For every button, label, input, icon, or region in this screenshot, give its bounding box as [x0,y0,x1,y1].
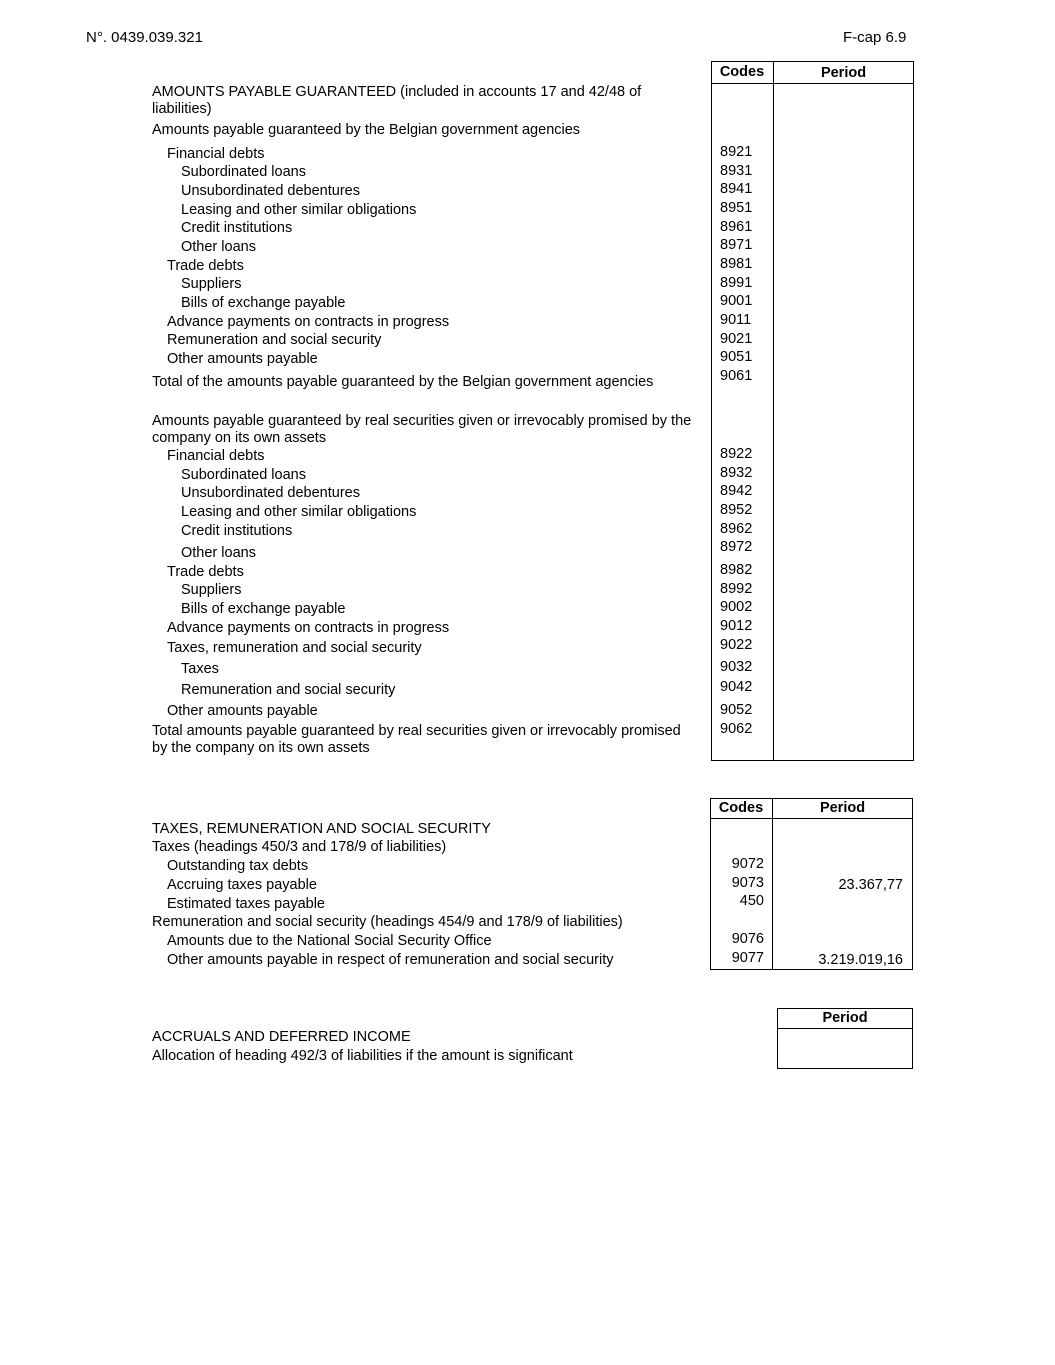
row-code: 9051 [720,349,753,365]
row-label: Outstanding tax debts [167,858,309,874]
row-code: 9072 [731,856,764,872]
row-label: Credit institutions [181,220,293,236]
row-label: Subordinated loans [181,164,306,180]
row-label: Estimated taxes payable [167,896,325,912]
row-label: Financial debts [167,448,265,464]
row-code: 8941 [720,181,753,197]
section1-title: AMOUNTS PAYABLE GUARANTEED (included in accounts 17 and 42/48 of liabilities) [152,84,642,117]
section3-header-divider [777,1028,913,1029]
company-number: N°. 0439.039.321 [86,29,203,46]
row-label: Suppliers [181,276,242,292]
row-code: 9002 [720,599,753,615]
row-label: Unsubordinated debentures [181,485,360,501]
row-label: Taxes, remuneration and social security [167,640,422,656]
row-label: Trade debts [167,564,244,580]
row-code: 8972 [720,539,753,555]
row-label: Subordinated loans [181,467,306,483]
row-label: Other loans [181,239,256,255]
row-label: Leasing and other similar obligations [181,202,417,218]
row-code: 8931 [720,163,753,179]
section3-period-header: Period [822,1010,868,1026]
row-code: 9021 [720,331,753,347]
row-code: 8981 [720,256,753,272]
row-code: 8971 [720,237,753,253]
row-code: 8942 [720,483,753,499]
group1-heading: Amounts payable guaranteed by the Belgian government agencies [152,122,581,138]
row-label: Bills of exchange payable [181,601,346,617]
total-row-code: 9061 [720,368,753,384]
section1-header-divider [711,83,914,84]
row-code: 8991 [720,275,753,291]
row-label: Other loans [181,545,256,561]
row-code: 8962 [720,521,753,537]
row-code: 9052 [720,702,753,718]
total-row-code: 9062 [720,721,753,737]
total-row-label: Total of the amounts payable guaranteed by the Belgian government agencies [152,374,654,390]
row-code: 8921 [720,144,753,160]
row-code: 9011 [720,312,752,328]
row-label: Leasing and other similar obligations [181,504,417,520]
row-code: 9076 [731,931,764,947]
section1-period-header: Period [820,65,867,81]
row-code: 8932 [720,465,753,481]
row-code: 8961 [720,219,753,235]
row-code: 8982 [720,562,753,578]
row-label: Credit institutions [181,523,293,539]
row-code: 9032 [720,659,753,675]
total-row-label: Total amounts payable guaranteed by real securities given or irrevocably promised by the company on its own assets [152,723,681,756]
row-label: Advance payments on contracts in progress [167,314,450,330]
row-label: Financial debts [167,146,265,162]
row-label: Remuneration and social security [167,332,382,348]
row-label: Advance payments on contracts in progress [167,620,450,636]
form-reference: F-cap 6.9 [843,29,907,46]
row-label: Accruing taxes payable [167,877,317,893]
row-code: 8922 [720,446,753,462]
row-period: 23.367,77 [838,877,903,893]
row-code: 8952 [720,502,753,518]
row-period: 3.219.019,16 [818,952,903,968]
row-label: Trade debts [167,258,244,274]
row-label: Bills of exchange payable [181,295,346,311]
row-code: 450 [739,893,764,909]
row-code: 9073 [731,875,764,891]
row-label: Other amounts payable [167,351,318,367]
row-label: Taxes [181,661,219,677]
section1-codes-header: Codes [719,64,765,80]
section3-title: ACCRUALS AND DEFERRED INCOME [152,1029,411,1045]
row-label: Unsubordinated debentures [181,183,360,199]
row-label: Remuneration and social security [181,682,396,698]
section1-column-divider [773,61,774,761]
section2-header-divider [710,818,913,819]
group2-heading: Amounts payable guaranteed by real securities given or irrevocably promised by the company on its own assets [152,413,692,446]
row-label: Suppliers [181,582,242,598]
row-code: 9077 [731,950,764,966]
row-code: 9022 [720,637,753,653]
row-label: Other amounts payable [167,703,318,719]
row-code: 8951 [720,200,753,216]
remuneration-heading: Remuneration and social security (headings 454/9 and 178/9 of liabilities) [152,914,623,930]
taxes-heading: Taxes (headings 450/3 and 178/9 of liabilities) [152,839,447,855]
row-code: 8992 [720,581,753,597]
row-code: 9001 [720,293,753,309]
section2-period-header: Period [819,800,866,816]
section2-codes-header: Codes [718,800,764,816]
row-label: Amounts due to the National Social Security Office [167,933,492,949]
row-code: 9042 [720,679,753,695]
row-label: Other amounts payable in respect of remuneration and social security [167,952,614,968]
row-code: 9012 [720,618,753,634]
section2-title: TAXES, REMUNERATION AND SOCIAL SECURITY [152,821,491,837]
section3-subtitle: Allocation of heading 492/3 of liabilities if the amount is significant [152,1048,573,1064]
